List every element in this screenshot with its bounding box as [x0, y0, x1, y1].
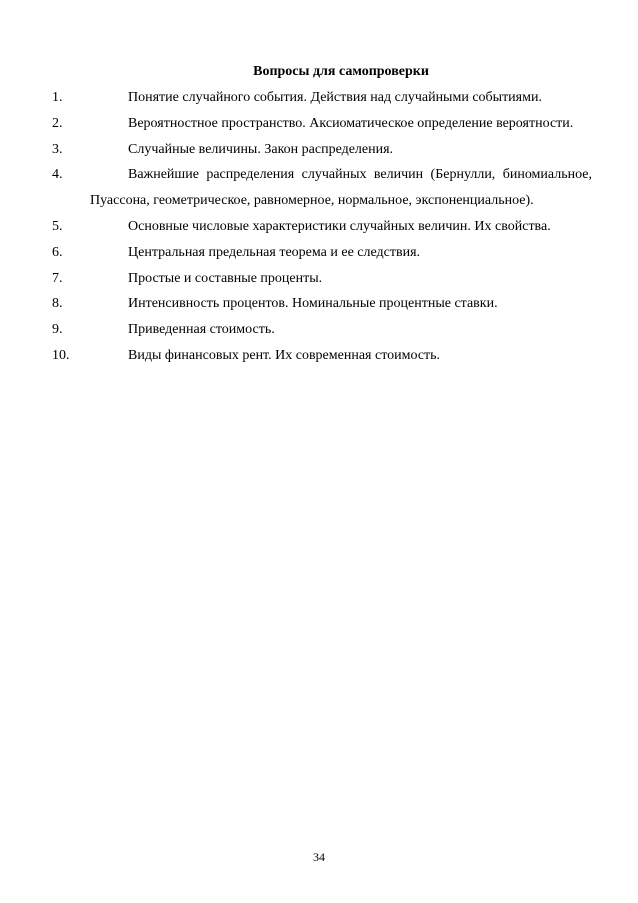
question-item: [52, 266, 592, 292]
question-text: Простые и составные проценты.: [128, 270, 323, 286]
question-text: Центральная предельная теорема и ее следствия.: [128, 244, 421, 260]
question-number: 5.: [52, 218, 63, 234]
question-text: Вероятностное пространство. Аксиоматическое определение вероятности.: [128, 115, 574, 131]
question-text: Приведенная стоимость.: [128, 322, 275, 338]
question-number: 4.: [52, 167, 63, 183]
question-number: 3.: [52, 141, 63, 157]
question-item: [52, 317, 592, 343]
question-item: [52, 137, 592, 163]
question-item: [52, 291, 592, 317]
question-number: 9.: [52, 322, 63, 338]
question-text: Понятие случайного события. Действия над случайными событиями.: [128, 90, 542, 105]
question-text: Случайные величины. Закон распределения.: [128, 141, 394, 157]
question-item: [52, 162, 592, 214]
question-number: 10.: [52, 347, 70, 363]
question-number: 2.: [52, 115, 63, 131]
question-number: 6.: [52, 244, 63, 260]
question-text: Важнейшие распределения случайных величин (Бернулли, биномиальное, Пуассона, геометрическое, равномерное, нормальное, экспоненциальное).: [90, 167, 592, 209]
question-item: [52, 240, 592, 266]
question-number: 1.: [52, 90, 63, 105]
question-item: [52, 214, 592, 240]
question-item: [52, 85, 592, 111]
question-number: 8.: [52, 296, 63, 312]
question-item: [52, 343, 592, 369]
page-number: 34: [313, 850, 325, 864]
questions-list: [52, 85, 592, 369]
question-text: Интенсивность процентов. Номинальные процентные ставки.: [128, 296, 498, 312]
question-text: Виды финансовых рент. Их современная стоимость.: [128, 347, 441, 363]
question-text: Основные числовые характеристики случайных величин. Их свойства.: [128, 218, 551, 234]
question-number: 7.: [52, 270, 63, 286]
question-item: [52, 111, 592, 137]
section-heading: Вопросы для самопроверки: [253, 64, 429, 79]
